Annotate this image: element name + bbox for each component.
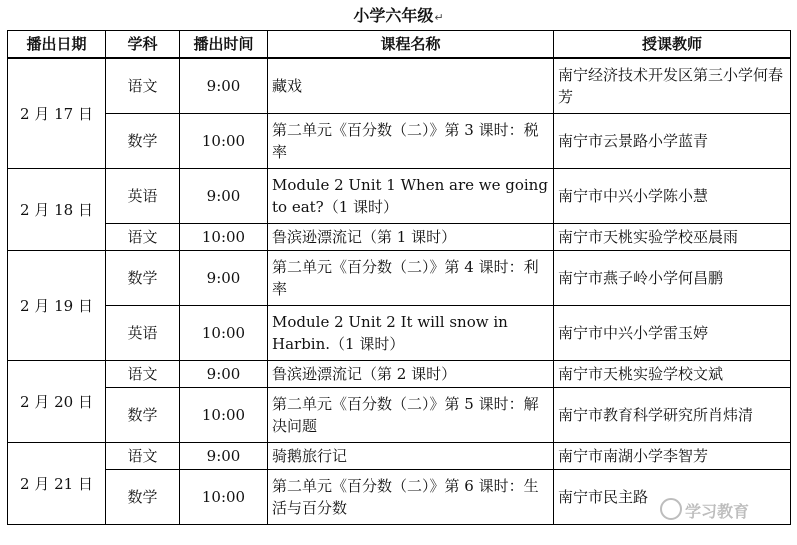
table-row (8, 224, 791, 251)
teacher-cell: 南宁市天桃实验学校文斌 (554, 361, 791, 388)
subject-cell: 数学 (106, 470, 180, 525)
time-cell: 9:00 (180, 443, 268, 470)
schedule-table (7, 30, 791, 525)
course-cell: Module 2 Unit 2 It will snow in Harbin.（1 课时） (268, 306, 554, 361)
teacher-cell: 南宁市中兴小学雷玉婷 (554, 306, 791, 361)
course-cell: 第二单元《百分数（二）》第 4 课时：利率 (268, 251, 554, 306)
course-cell: 第二单元《百分数（二）》第 3 课时：税率 (268, 114, 554, 169)
teacher-cell: 南宁市教育科学研究所肖炜清 (554, 388, 791, 443)
teacher-cell: 南宁市中兴小学陈小慧 (554, 169, 791, 224)
teacher-cell: 南宁市民主路 (554, 470, 791, 525)
time-cell: 9:00 (180, 361, 268, 388)
course-cell: 骑鹅旅行记 (268, 443, 554, 470)
course-cell: 第二单元《百分数（二）》第 5 课时：解决问题 (268, 388, 554, 443)
subject-cell: 语文 (106, 361, 180, 388)
table-row (8, 114, 791, 169)
time-cell: 10:00 (180, 306, 268, 361)
time-cell: 10:00 (180, 388, 268, 443)
subject-cell: 语文 (106, 443, 180, 470)
page-title (0, 4, 797, 28)
subject-cell: 语文 (106, 58, 180, 114)
time-cell: 10:00 (180, 114, 268, 169)
teacher-cell: 南宁市燕子岭小学何昌鹏 (554, 251, 791, 306)
time-cell: 9:00 (180, 251, 268, 306)
date-cell: 2 月 20 日 (8, 361, 106, 443)
table-row (8, 388, 791, 443)
subject-cell: 英语 (106, 306, 180, 361)
teacher-cell: 南宁市云景路小学蓝青 (554, 114, 791, 169)
table-row (8, 361, 791, 388)
date-cell: 2 月 21 日 (8, 443, 106, 525)
watermark-text: 学习教育 (685, 502, 750, 521)
table-row (8, 58, 791, 114)
table-row (8, 251, 791, 306)
subject-cell: 英语 (106, 169, 180, 224)
header-time: 播出时间 (180, 31, 268, 59)
course-cell: 鲁滨逊漂流记（第 1 课时） (268, 224, 554, 251)
date-cell: 2 月 19 日 (8, 251, 106, 361)
subject-cell: 数学 (106, 388, 180, 443)
header-teacher: 授课教师 (554, 31, 791, 59)
subject-cell: 数学 (106, 114, 180, 169)
table-row (8, 306, 791, 361)
date-cell: 2 月 18 日 (8, 169, 106, 251)
header-date: 播出日期 (8, 31, 106, 59)
time-cell: 10:00 (180, 470, 268, 525)
teacher-cell: 南宁市南湖小学李智芳 (554, 443, 791, 470)
course-cell: Module 2 Unit 1 When are we going to eat?（1 课时） (268, 169, 554, 224)
time-cell: 9:00 (180, 169, 268, 224)
table-row (8, 443, 791, 470)
table-header-row (8, 31, 791, 59)
table-row (8, 470, 791, 525)
course-cell: 藏戏 (268, 58, 554, 114)
title-text: 小学六年级 (353, 6, 434, 25)
subject-cell: 语文 (106, 224, 180, 251)
course-cell: 鲁滨逊漂流记（第 2 课时） (268, 361, 554, 388)
header-subject: 学科 (106, 31, 180, 59)
teacher-cell: 南宁经济技术开发区第三小学何春芳 (554, 58, 791, 114)
teacher-cell: 南宁市天桃实验学校巫晨雨 (554, 224, 791, 251)
subject-cell: 数学 (106, 251, 180, 306)
course-cell: 第二单元《百分数（二）》第 6 课时：生活与百分数 (268, 470, 554, 525)
paragraph-mark-icon: ↵ (434, 11, 444, 24)
date-cell: 2 月 17 日 (8, 58, 106, 169)
time-cell: 9:00 (180, 58, 268, 114)
table-row (8, 169, 791, 224)
header-course: 课程名称 (268, 31, 554, 59)
time-cell: 10:00 (180, 224, 268, 251)
